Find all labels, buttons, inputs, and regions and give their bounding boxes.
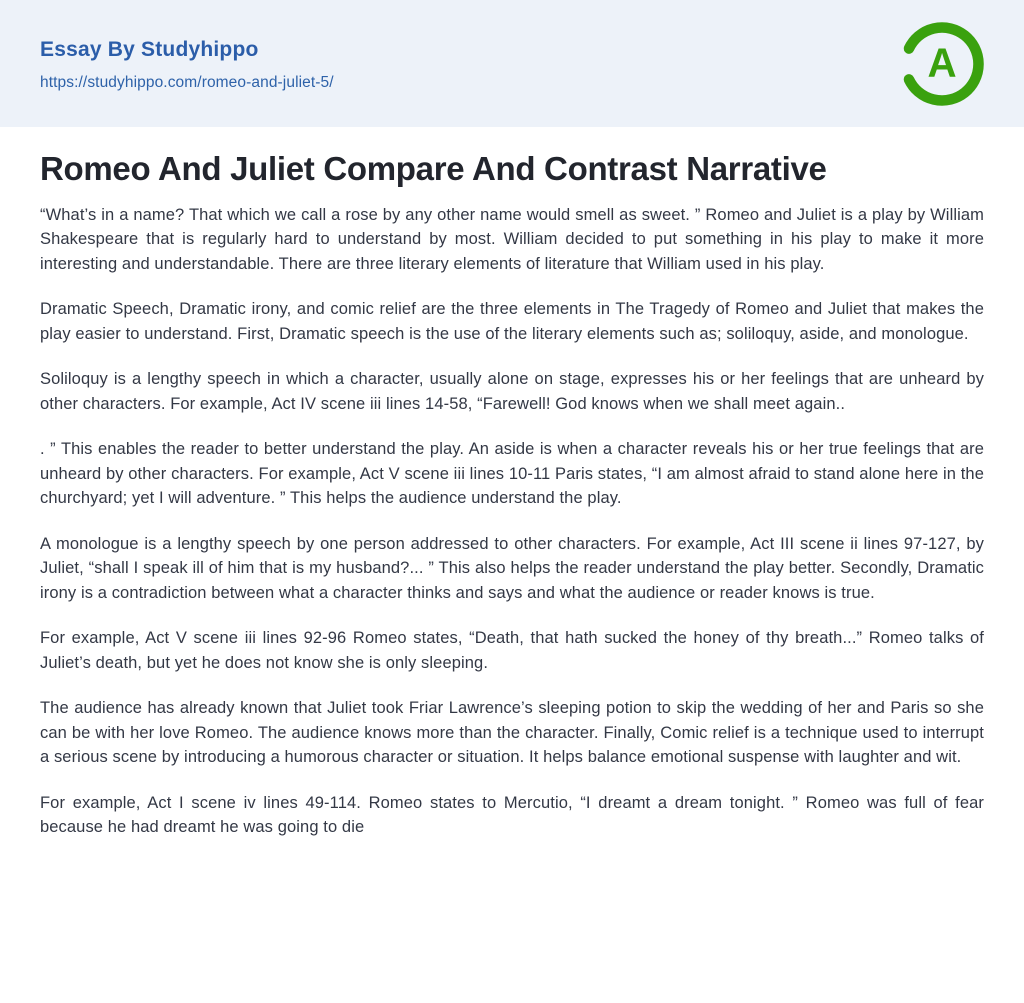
logo-letter: A <box>927 38 957 85</box>
essay-by-title: Essay By Studyhippo <box>40 37 259 61</box>
essay-url-link[interactable]: https://studyhippo.com/romeo-and-juliet-5/ <box>40 74 334 92</box>
essay-paragraph: A monologue is a lengthy speech by one person addressed to other characters. For example, Act III scene ii lines 97-127, by Juliet, “shall I speak ill of him that is my husband?... ” This also helps the reader understand the play better. Secondly, Dramatic irony is a contradiction between what a character thinks and says and what the audience or reader knows is true. <box>40 534 984 602</box>
studyhippo-logo-icon <box>894 16 990 112</box>
essay-paragraph: . ” This enables the reader to better understand the play. An aside is when a character reveals his or her true feelings that are unheard by other characters. For example, Act V scene iii lines 10-11 Paris states, “I am almost afraid to stand alone here in the churchyard; yet I will adventure. ” This helps the audience understand the play. <box>40 440 984 508</box>
header-text <box>40 35 334 92</box>
article <box>0 127 1024 840</box>
essay-body <box>40 203 984 840</box>
header <box>0 0 1024 127</box>
essay-paragraph: Dramatic Speech, Dramatic irony, and comic relief are the three elements in The Tragedy of Romeo and Juliet that makes the play easier to understand. First, Dramatic speech is the use of the literary elements such as; soliloquy, aside, and monologue. <box>40 300 984 343</box>
article-title: Romeo And Juliet Compare And Contrast Narrative <box>40 150 827 187</box>
essay-paragraph: “What’s in a name? That which we call a rose by any other name would smell as sweet. ” Romeo and Juliet is a play by William Shakespeare that is regularly hard to understand by most. William decided to put something in his play to make it more interesting and understandable. There are three literary elements of literature that William used in his play. <box>40 205 984 273</box>
essay-paragraph: For example, Act I scene iv lines 49-114. Romeo states to Mercutio, “I dreamt a dream tonight. ” Romeo was full of fear because he had dreamt he was going to die <box>40 793 984 837</box>
essay-paragraph: The audience has already known that Juliet took Friar Lawrence’s sleeping potion to skip the wedding of her and Paris so she can be with her love Romeo. The audience knows more than the character. Finally, Comic relief is a technique used to interrupt a serious scene by introducing a humorous character or situation. It helps balance emotional suspense with laughter and wit. <box>40 699 984 767</box>
essay-paragraph: Soliloquy is a lengthy speech in which a character, usually alone on stage, expresses his or her feelings that are unheard by other characters. For example, Act IV scene iii lines 14-58, “Farewell! God knows when we shall meet again.. <box>40 370 984 413</box>
essay-paragraph: For example, Act V scene iii lines 92-96 Romeo states, “Death, that hath sucked the honey of thy breath...” Romeo talks of Juliet’s death, but yet he does not know she is only sleeping. <box>40 629 984 672</box>
